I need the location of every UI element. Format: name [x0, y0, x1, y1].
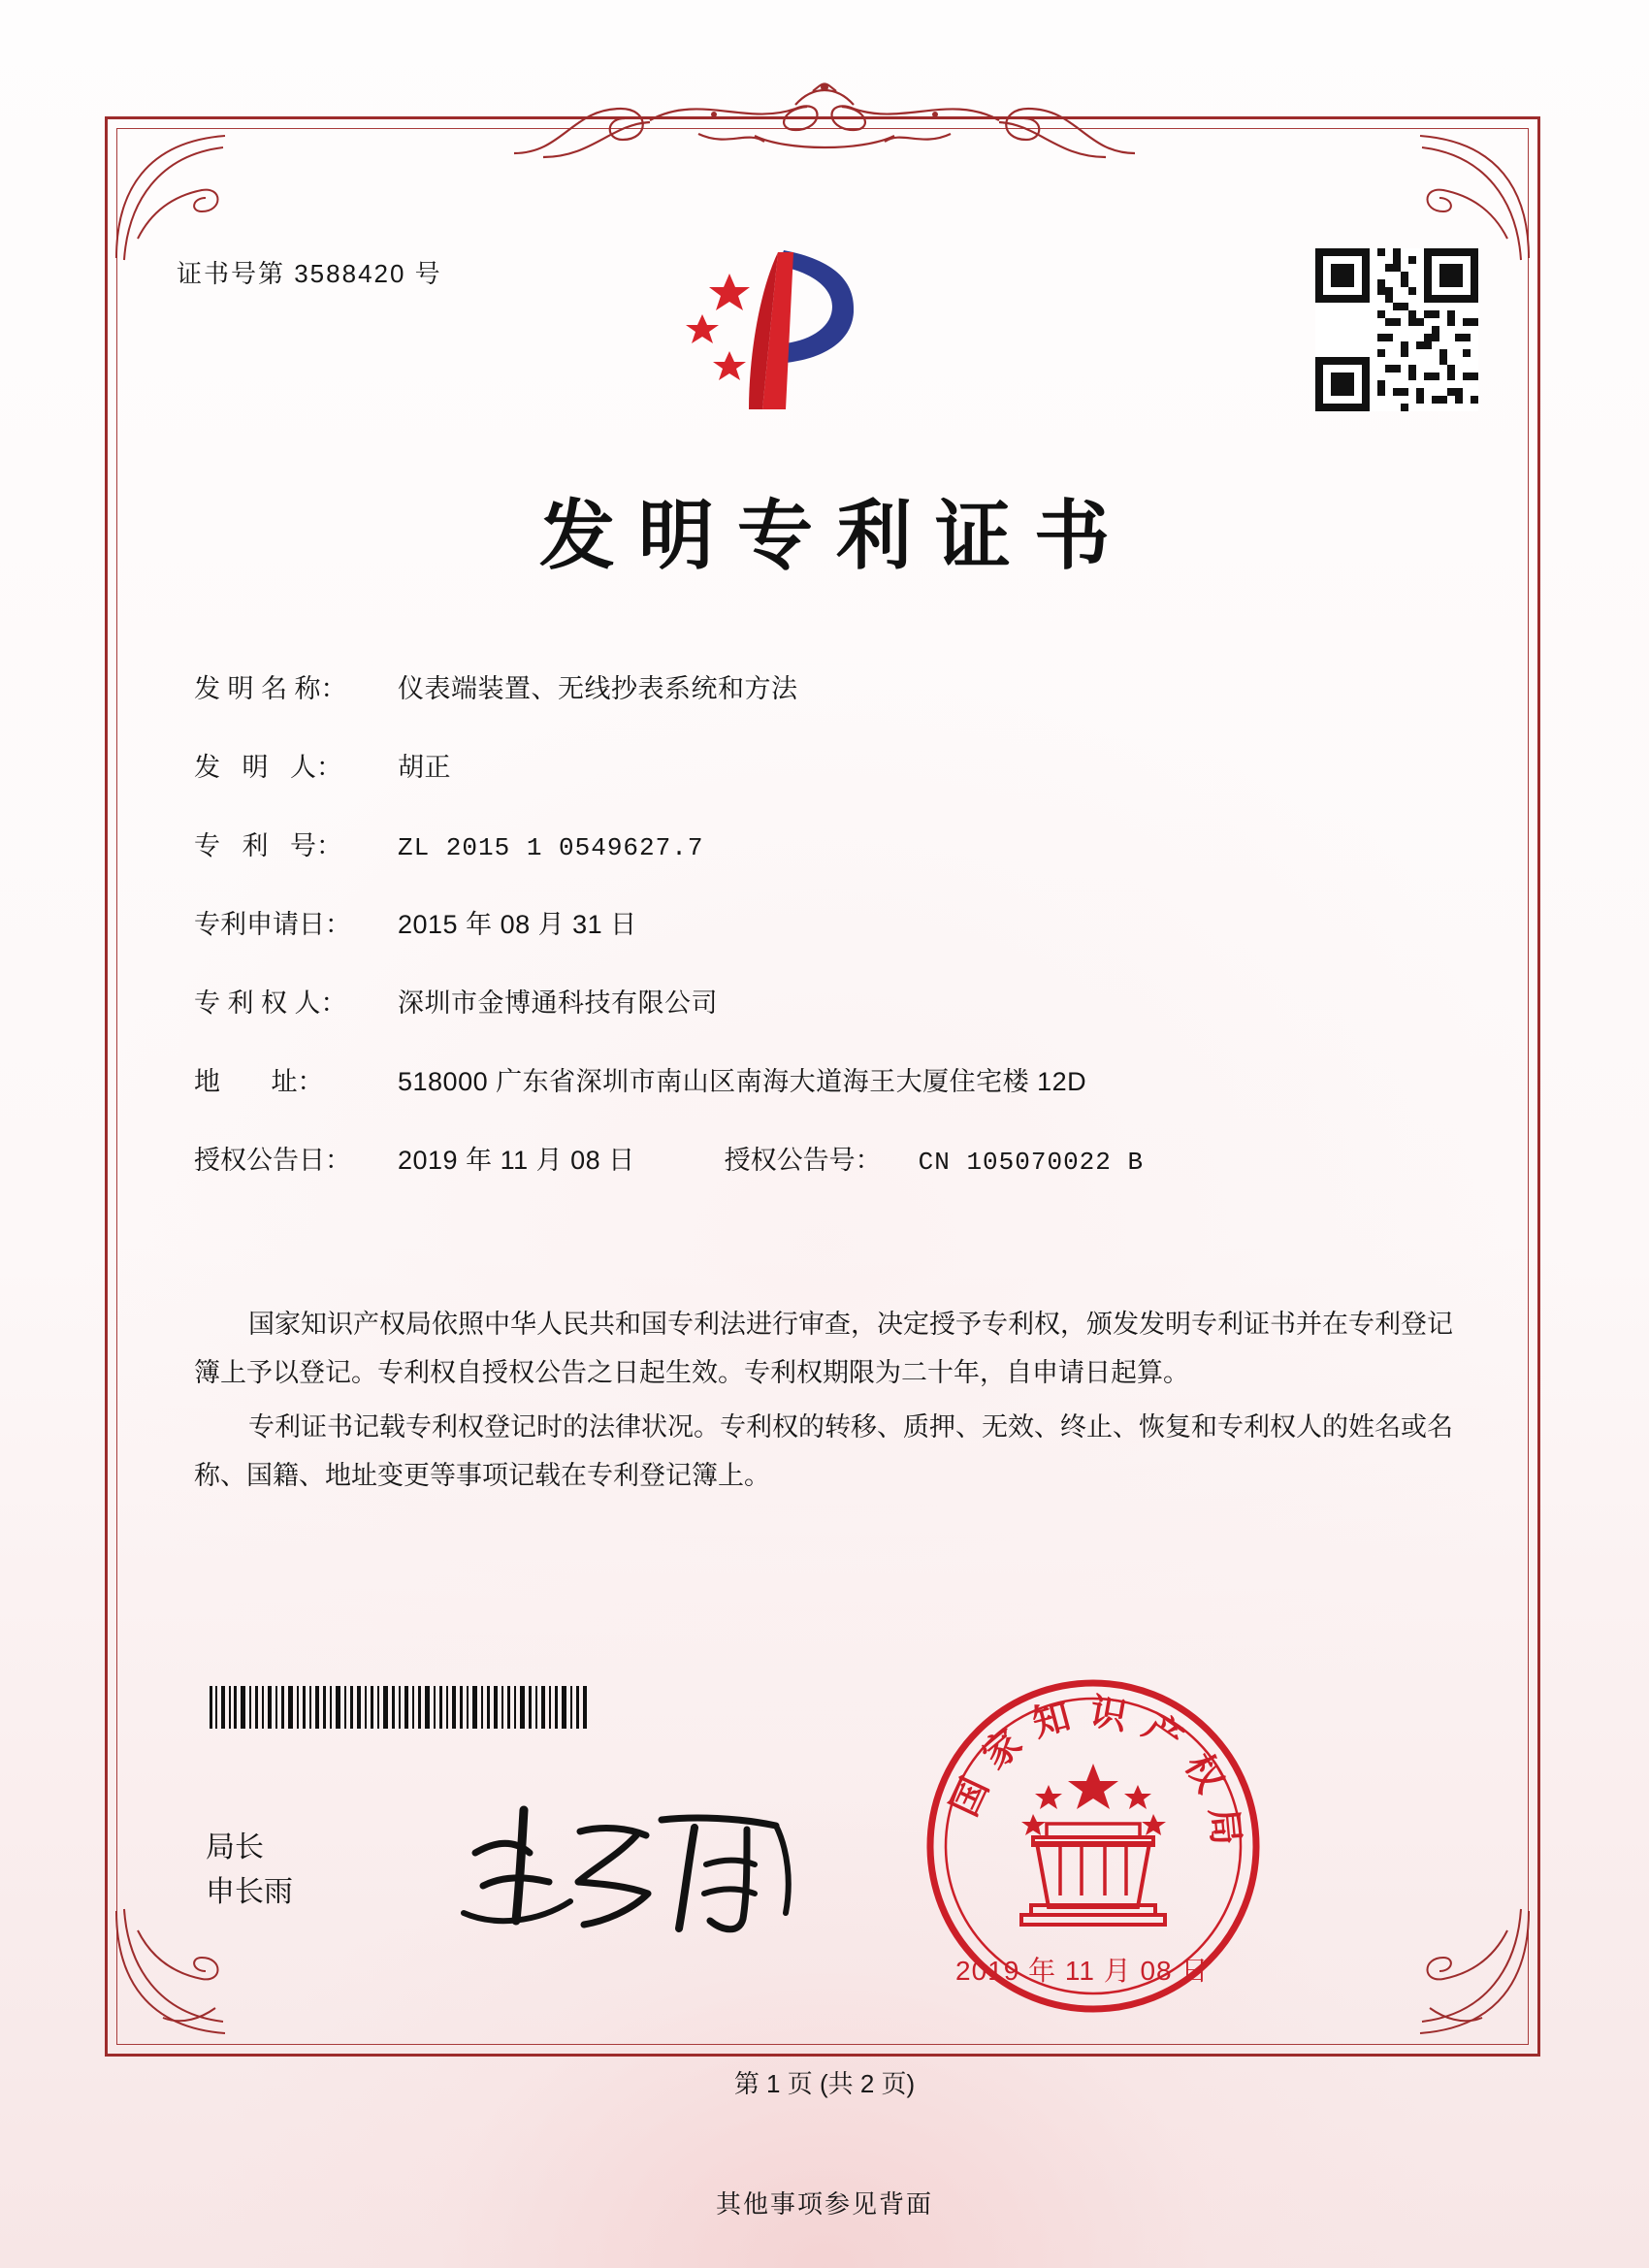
field-value-grant-number: CN 105070022 B — [918, 1148, 1145, 1177]
field-row-patent-number — [194, 825, 1455, 862]
field-label: 发 明 名 称： — [194, 674, 347, 703]
field-row-application-date — [194, 903, 1455, 941]
legal-text — [194, 1300, 1453, 1506]
field-row-patentee — [194, 982, 1455, 1020]
legal-paragraph-1: 国家知识产权局依照中华人民共和国专利法进行审查，决定授予专利权，颁发发明专利证书并在专利登记簿上予以登记。专利权自授权公告之日起生效。专利权期限为二十年，自申请日起算。 — [194, 1310, 1453, 1387]
field-value: 518000 广东省深圳市南山区南海大道海王大厦住宅楼 12D — [398, 1067, 1087, 1096]
field-label: 专 利 权 人： — [194, 988, 347, 1018]
seal-date: 2019 年 11 月 08 日 — [955, 1956, 1210, 1986]
field-row-address — [194, 1060, 1455, 1098]
field-row-grant-announcement — [194, 1139, 1455, 1177]
field-value: 胡正 — [398, 753, 451, 782]
back-side-note: 其他事项参见背面 — [715, 2189, 933, 2219]
field-value: ZL 2015 1 0549627.7 — [398, 833, 704, 862]
field-value-grant-date: 2019 年 11 月 08 日 — [398, 1146, 635, 1175]
page-title: 发明专利证书 — [538, 492, 1133, 580]
handwritten-signature-icon — [456, 1793, 824, 1938]
qr-code-icon — [1315, 248, 1478, 411]
page-number: 第 1 页 (共 2 页) — [733, 2069, 916, 2098]
barcode — [210, 1686, 592, 1729]
field-row-invention-name — [194, 667, 1455, 705]
field-value: 仪表端装置、无线抄表系统和方法 — [398, 674, 798, 703]
signature-name: 申长雨 — [206, 1876, 293, 1908]
cnipa-logo-icon — [669, 243, 902, 417]
field-label: 专利申请日： — [194, 910, 351, 939]
legal-paragraph-2: 专利证书记载专利权登记时的法律状况。专利权的转移、质押、无效、终止、恢复和专利权人的姓名或名称、国籍、地址变更等事项记载在专利登记簿上。 — [194, 1412, 1453, 1490]
field-value: 深圳市金博通科技有限公司 — [398, 988, 718, 1018]
field-label: 地 址： — [194, 1067, 324, 1096]
signature-block — [206, 1826, 293, 1915]
field-label: 发 明 人： — [194, 753, 343, 782]
signature-title: 局长 — [206, 1831, 264, 1863]
field-value: 2015 年 08 月 31 日 — [398, 910, 637, 939]
svg-text:国家知识产权局: 国家知识产权局 — [941, 1688, 1250, 1863]
field-list — [194, 667, 1455, 1215]
field-label: 专 利 号： — [194, 831, 343, 860]
field-row-inventor — [194, 746, 1455, 784]
field-label-grant-date: 授权公告日： — [194, 1146, 351, 1175]
certificate-number: 证书号第 3588420 号 — [177, 259, 442, 288]
field-label-grant-number: 授权公告号： — [724, 1146, 882, 1175]
